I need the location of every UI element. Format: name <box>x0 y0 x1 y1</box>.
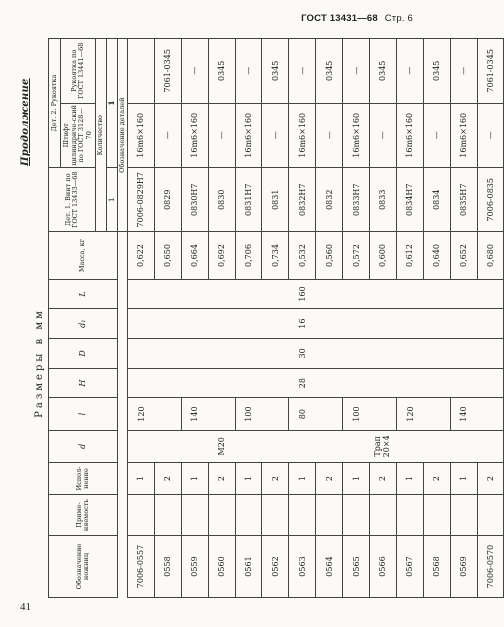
cell-code: 0565 <box>343 536 370 598</box>
cell-det1: 0833 <box>370 168 397 232</box>
cell-d1 <box>423 309 450 339</box>
cell-code: 0559 <box>181 536 208 598</box>
cell-d <box>181 430 208 462</box>
cell-mass: 0,532 <box>289 232 316 279</box>
cell-mass: 0,664 <box>181 232 208 279</box>
cell-pin: 16m6×160 <box>235 103 262 167</box>
cell-handle: — <box>343 39 370 104</box>
rotated-table-area <box>18 38 496 598</box>
col-applicability: Приме-няемость <box>49 495 118 536</box>
cell-execution: 1 <box>128 462 155 494</box>
cell-l <box>154 398 181 430</box>
col-d: d <box>49 430 118 462</box>
cell-pin: 16m6×160 <box>396 103 423 167</box>
cell-pin: — <box>262 103 289 167</box>
cell-L <box>262 279 289 309</box>
cell-D <box>181 339 208 369</box>
cell-L <box>181 279 208 309</box>
cell-mass: 0,600 <box>370 232 397 279</box>
cell-d <box>316 430 343 462</box>
cell-handle: 0345 <box>208 39 235 104</box>
cell-mass: 0,622 <box>128 232 155 279</box>
cell-code: 0563 <box>289 536 316 598</box>
cell-execution: 2 <box>262 462 289 494</box>
cell-mass: 0,572 <box>343 232 370 279</box>
cell-applicability <box>208 495 235 536</box>
cell-H <box>396 368 423 398</box>
page-header <box>301 13 413 24</box>
col-designation: Обозначение ножниц <box>49 536 118 598</box>
cell-pin: — <box>423 103 450 167</box>
table-row <box>477 39 504 598</box>
cell-pin: 16m6×160 <box>289 103 316 167</box>
col-mass: Масса, кг <box>49 232 118 279</box>
cell-H <box>423 368 450 398</box>
cell-d <box>128 430 155 462</box>
cell-pin: — <box>154 103 181 167</box>
cell-execution: 1 <box>289 462 316 494</box>
cell-handle <box>128 39 155 104</box>
cell-d1 <box>208 309 235 339</box>
cell-D <box>316 339 343 369</box>
cell-l <box>208 398 235 430</box>
cell-D <box>343 339 370 369</box>
cell-d1 <box>316 309 343 339</box>
cell-pin: — <box>477 103 504 167</box>
cell-mass: 0,680 <box>477 232 504 279</box>
col-H: H <box>49 368 118 398</box>
cell-l: 100 <box>235 398 262 430</box>
cell-code: 0568 <box>423 536 450 598</box>
cell-d1 <box>370 309 397 339</box>
cell-mass: 0,612 <box>396 232 423 279</box>
cell-L <box>343 279 370 309</box>
cell-d <box>477 430 504 462</box>
sizes-caption: Размеры в мм <box>34 308 45 418</box>
cell-D <box>208 339 235 369</box>
cell-pin: — <box>370 103 397 167</box>
cell-applicability <box>128 495 155 536</box>
cell-d <box>450 430 477 462</box>
cell-L <box>235 279 262 309</box>
page-label: Стр. 6 <box>384 13 413 24</box>
cell-code: 0567 <box>396 536 423 598</box>
cell-d1 <box>154 309 181 339</box>
cell-det1: 0830Н7 <box>181 168 208 232</box>
cell-mass: 0,560 <box>316 232 343 279</box>
cell-code: 0561 <box>235 536 262 598</box>
col-handle: Рукоятка по ГОСТ 13441—68 <box>61 39 96 104</box>
cell-H <box>262 368 289 398</box>
standard-number: ГОСТ 13431—68 <box>301 13 378 24</box>
cell-d1 <box>262 309 289 339</box>
cell-execution: 2 <box>370 462 397 494</box>
cell-det1: 7006-0835 <box>477 168 504 232</box>
cell-d1 <box>396 309 423 339</box>
cell-D <box>154 339 181 369</box>
col-l: l <box>49 398 118 430</box>
cell-d1 <box>477 309 504 339</box>
cell-l <box>477 398 504 430</box>
cell-D <box>423 339 450 369</box>
cell-d1 <box>235 309 262 339</box>
table-row <box>208 39 235 598</box>
cell-handle: — <box>289 39 316 104</box>
cell-D <box>396 339 423 369</box>
table-row <box>343 39 370 598</box>
cell-det1: 0831Н7 <box>235 168 262 232</box>
cell-execution: 2 <box>477 462 504 494</box>
cell-H <box>128 368 155 398</box>
cell-H <box>343 368 370 398</box>
cell-L <box>154 279 181 309</box>
cell-det1: 0831 <box>262 168 289 232</box>
cell-d1 <box>450 309 477 339</box>
cell-execution: 1 <box>343 462 370 494</box>
cell-handle: 0345 <box>262 39 289 104</box>
cell-H <box>316 368 343 398</box>
cell-mass: 0,640 <box>423 232 450 279</box>
cell-det1: 0829 <box>154 168 181 232</box>
cell-handle: — <box>235 39 262 104</box>
cell-L <box>316 279 343 309</box>
cell-H <box>477 368 504 398</box>
trap-thread-label: Трап 20×4 <box>373 435 391 458</box>
cell-L <box>396 279 423 309</box>
col-det1: Дет. 1. Винт по ГОСТ 13433—68 <box>49 168 96 232</box>
cell-execution: 2 <box>154 462 181 494</box>
cell-D <box>235 339 262 369</box>
cell-applicability <box>262 495 289 536</box>
cell-det1: 0834 <box>423 168 450 232</box>
cell-L <box>370 279 397 309</box>
cell-mass: 0,706 <box>235 232 262 279</box>
cell-applicability <box>316 495 343 536</box>
cell-pin: — <box>316 103 343 167</box>
cell-pin: 16m6×160 <box>343 103 370 167</box>
cell-handle: — <box>181 39 208 104</box>
cell-handle: 7061-0345 <box>154 39 181 104</box>
cell-execution: 1 <box>181 462 208 494</box>
cell-L <box>208 279 235 309</box>
col-det2: Дет. 2. Рукоятка <box>49 39 61 168</box>
cell-mass: 0,692 <box>208 232 235 279</box>
cell-execution: 1 <box>396 462 423 494</box>
cell-applicability <box>343 495 370 536</box>
cell-D <box>262 339 289 369</box>
cell-code: 0560 <box>208 536 235 598</box>
cell-L-value: 160 <box>289 279 316 309</box>
col-D: D <box>49 339 118 369</box>
header-row-1 <box>49 39 61 598</box>
cell-l: 120 <box>128 398 155 430</box>
cell-applicability <box>450 495 477 536</box>
cell-d <box>343 430 370 462</box>
cell-applicability <box>396 495 423 536</box>
cell-pin: 16m6×160 <box>128 103 155 167</box>
cell-handle: — <box>450 39 477 104</box>
cell-H <box>154 368 181 398</box>
cell-code: 0569 <box>450 536 477 598</box>
cell-det1: 0835Н7 <box>450 168 477 232</box>
cell-d1-value: 16 <box>289 309 316 339</box>
table-row <box>316 39 343 598</box>
cell-pin: 16m6×160 <box>181 103 208 167</box>
table-row <box>154 39 181 598</box>
cell-l: 140 <box>450 398 477 430</box>
cell-H <box>181 368 208 398</box>
cell-d <box>289 430 316 462</box>
cell-handle: 7061-0345 <box>477 39 504 104</box>
cell-d1 <box>343 309 370 339</box>
cell-d <box>262 430 289 462</box>
table-row <box>396 39 423 598</box>
cell-handle: 0345 <box>316 39 343 104</box>
cell-pin: 16m6×160 <box>450 103 477 167</box>
cell-det1: 0830 <box>208 168 235 232</box>
cell-l <box>370 398 397 430</box>
col-designation-parts: Обозначение деталей <box>118 39 128 232</box>
table-row <box>181 39 208 598</box>
cell-d <box>235 430 262 462</box>
cell-D <box>450 339 477 369</box>
quantity-2: 1 <box>107 39 118 168</box>
cell-applicability <box>370 495 397 536</box>
cell-applicability <box>235 495 262 536</box>
cell-code: 0564 <box>316 536 343 598</box>
cell-H <box>370 368 397 398</box>
page-number: 41 <box>20 601 31 613</box>
cell-det1: 0834Н7 <box>396 168 423 232</box>
cell-H <box>208 368 235 398</box>
cell-applicability <box>289 495 316 536</box>
cell-d-m20: М20 <box>208 430 235 462</box>
cell-d <box>154 430 181 462</box>
cell-code: 0562 <box>262 536 289 598</box>
cell-L <box>477 279 504 309</box>
quantity-1: 1 <box>107 168 118 232</box>
cell-applicability <box>154 495 181 536</box>
cell-pin: — <box>208 103 235 167</box>
cell-det1: 0833Н7 <box>343 168 370 232</box>
cell-handle: 0345 <box>370 39 397 104</box>
cell-d-trap <box>370 430 397 462</box>
col-pin: Штифт цилиндриче-ский по ГОСТ 3128—70 <box>61 103 96 167</box>
cell-code: 0558 <box>154 536 181 598</box>
cell-execution: 2 <box>208 462 235 494</box>
cell-l: 100 <box>343 398 370 430</box>
cell-det1: 7006-0829Н7 <box>128 168 155 232</box>
cell-code: 7006-0557 <box>128 536 155 598</box>
cell-l: 80 <box>289 398 316 430</box>
cell-applicability <box>477 495 504 536</box>
cell-l <box>316 398 343 430</box>
cell-applicability <box>181 495 208 536</box>
cell-l <box>262 398 289 430</box>
cell-H <box>235 368 262 398</box>
continuation-label: Продолжение <box>20 78 31 166</box>
cell-d1 <box>181 309 208 339</box>
cell-execution: 2 <box>316 462 343 494</box>
cell-D <box>370 339 397 369</box>
col-quantity: Количество <box>96 39 107 232</box>
cell-execution: 1 <box>235 462 262 494</box>
cell-H-value: 28 <box>289 368 316 398</box>
cell-code: 0566 <box>370 536 397 598</box>
cell-mass: 0,650 <box>154 232 181 279</box>
cell-l <box>423 398 450 430</box>
cell-mass: 0,734 <box>262 232 289 279</box>
cell-L <box>450 279 477 309</box>
table-row <box>289 39 316 598</box>
cell-l: 120 <box>396 398 423 430</box>
cell-D <box>128 339 155 369</box>
specification-table <box>48 38 504 598</box>
cell-mass: 0,652 <box>450 232 477 279</box>
cell-L <box>128 279 155 309</box>
cell-code: 7006-0570 <box>477 536 504 598</box>
cell-d <box>396 430 423 462</box>
cell-handle: 0345 <box>423 39 450 104</box>
table-row <box>262 39 289 598</box>
table-row <box>450 39 477 598</box>
cell-d <box>423 430 450 462</box>
table-row <box>235 39 262 598</box>
table-row <box>370 39 397 598</box>
col-L: L <box>49 279 118 309</box>
cell-det1: 0832Н7 <box>289 168 316 232</box>
cell-applicability <box>423 495 450 536</box>
cell-L <box>423 279 450 309</box>
cell-d1 <box>128 309 155 339</box>
cell-det1: 0832 <box>316 168 343 232</box>
cell-D-value: 30 <box>289 339 316 369</box>
cell-execution: 1 <box>450 462 477 494</box>
cell-H <box>450 368 477 398</box>
header-row-5 <box>118 39 128 598</box>
table-row <box>423 39 450 598</box>
table-row <box>128 39 155 598</box>
cell-execution: 2 <box>423 462 450 494</box>
col-d1: d₁ <box>49 309 118 339</box>
cell-l: 140 <box>181 398 208 430</box>
cell-handle: — <box>396 39 423 104</box>
cell-D <box>477 339 504 369</box>
col-execution: Испол-нение <box>49 462 118 494</box>
